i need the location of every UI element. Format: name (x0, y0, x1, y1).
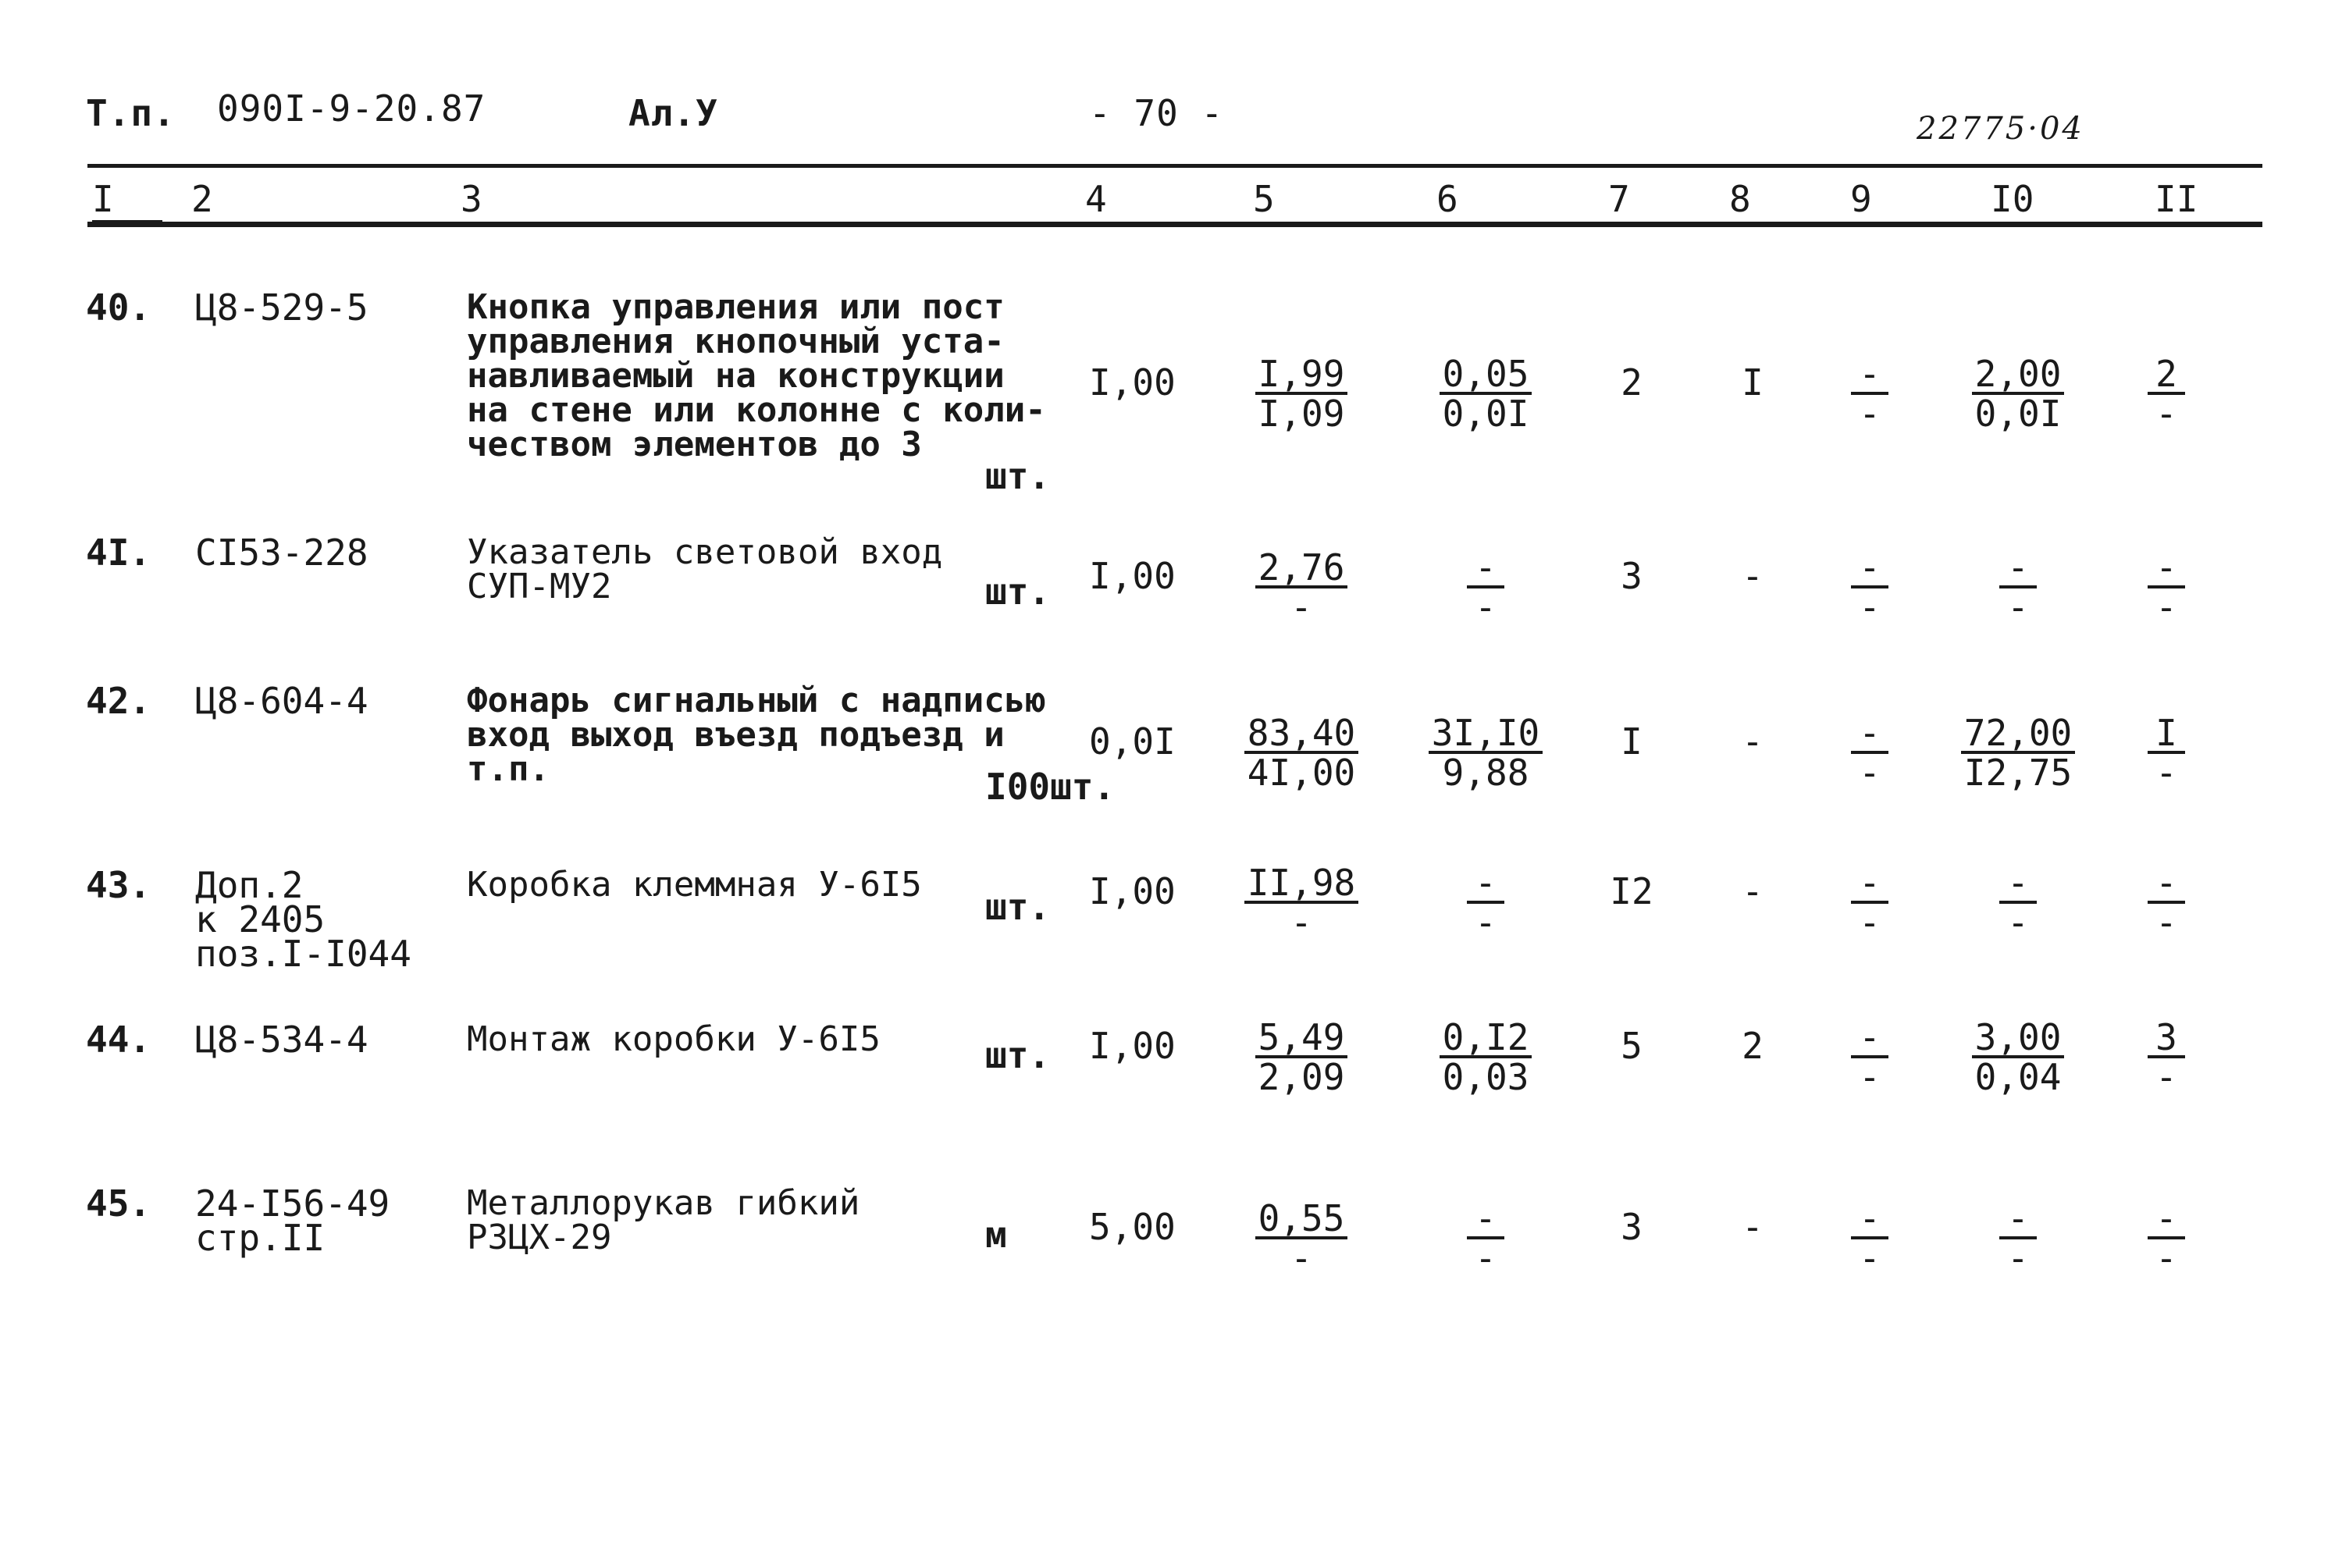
col9-fraction (1811, 1016, 1928, 1096)
col6-fraction (1427, 1197, 1544, 1277)
quantity: I,00 (1089, 361, 1176, 404)
column-number-6: 6 (1436, 178, 1458, 220)
col6-fraction (1427, 353, 1544, 435)
col5-fraction-denominator: - (1290, 901, 1312, 944)
column-number-8: 8 (1729, 178, 1751, 220)
work-description: Металлорукав гибкий РЗЦХ-29 (467, 1183, 860, 1257)
col11-fraction-denominator: - (2155, 752, 2177, 794)
col9-fraction-denominator: - (1859, 901, 1881, 944)
col8-value: - (1742, 1206, 1764, 1248)
column-number-5: 5 (1253, 178, 1275, 220)
col9-fraction (1811, 1197, 1928, 1277)
col11-fraction-denominator: - (2155, 1056, 2177, 1098)
col5-fraction (1243, 712, 1360, 794)
col11-fraction-numerator: - (2148, 549, 2185, 588)
column-number-4: 4 (1085, 178, 1107, 220)
col9-fraction-denominator: - (1859, 1056, 1881, 1098)
col6-fraction (1427, 712, 1544, 794)
work-description: Коробка клеммная У-6I5 (467, 865, 922, 905)
col11-fraction-numerator: 2 (2148, 356, 2185, 395)
col10-fraction-numerator: - (1999, 1200, 2037, 1239)
col5-fraction-numerator: 83,40 (1244, 715, 1358, 754)
column-number-2: 2 (191, 178, 213, 220)
col6-fraction-denominator: - (1475, 586, 1497, 628)
col10-fraction (1959, 862, 2077, 944)
col11-fraction-denominator: - (2155, 393, 2177, 435)
col10-fraction-denominator: I2,75 (1963, 752, 2073, 794)
rate-code: Ц8-604-4 (195, 680, 368, 722)
col7-value: I (1621, 720, 1643, 763)
col10-fraction-numerator: - (1999, 865, 2037, 904)
quantity: I,00 (1089, 870, 1176, 912)
col7-value: I2 (1610, 870, 1653, 912)
col5-fraction-denominator: 4I,00 (1247, 752, 1356, 794)
col5-fraction-numerator: 2,76 (1255, 549, 1348, 588)
row-number: 45. (86, 1182, 151, 1225)
col9-fraction (1811, 546, 1928, 626)
work-description: Монтаж коробки У-6I5 (467, 1019, 881, 1059)
col6-fraction-numerator: - (1467, 1200, 1504, 1239)
project-code: 090I-9-20.87 (217, 87, 486, 130)
col10-fraction-denominator: 0,04 (1974, 1056, 2062, 1098)
col5-fraction-denominator: I,09 (1258, 393, 1345, 435)
column-number-7: 7 (1608, 178, 1630, 220)
unit-of-measure: м (985, 1214, 1007, 1256)
row-number: 42. (86, 680, 151, 722)
col11-fraction (2108, 1016, 2225, 1096)
col6-fraction-numerator: - (1467, 865, 1504, 904)
album-label: Ал.У (628, 92, 718, 134)
quantity: 5,00 (1089, 1206, 1176, 1248)
col10-fraction-numerator: 3,00 (1972, 1019, 2065, 1058)
col9-fraction (1811, 862, 1928, 944)
col6-fraction (1427, 862, 1544, 944)
col10-fraction (1959, 1016, 2077, 1096)
doc-type-label: Т.п. (86, 92, 176, 134)
col8-value: - (1742, 870, 1764, 912)
col5-fraction (1243, 862, 1360, 944)
col11-fraction (2108, 1197, 2225, 1277)
col6-fraction (1427, 1016, 1544, 1096)
col10-fraction (1959, 546, 2077, 626)
quantity: 0,0I (1089, 720, 1176, 763)
handwritten-stamp: 22775·04 (1917, 111, 2084, 147)
col6-fraction-numerator: 0,I2 (1440, 1019, 1532, 1058)
rate-code: 24-I56-49 стр.II (195, 1182, 390, 1259)
row-number: 44. (86, 1019, 151, 1061)
col9-fraction-numerator: - (1851, 356, 1888, 395)
col11-fraction (2108, 712, 2225, 794)
col9-fraction-numerator: - (1851, 1200, 1888, 1239)
col5-fraction-numerator: II,98 (1244, 865, 1358, 904)
rate-code: Ц8-529-5 (195, 286, 368, 329)
rate-code: CI53-228 (195, 532, 368, 574)
column-number-3: 3 (461, 178, 482, 220)
col11-fraction-numerator: - (2148, 865, 2185, 904)
col5-fraction (1243, 546, 1360, 626)
col9-fraction-numerator: - (1851, 715, 1888, 754)
row-number: 43. (86, 864, 151, 906)
row-number: 40. (86, 286, 151, 329)
col11-fraction (2108, 862, 2225, 944)
col10-fraction-denominator: - (2007, 901, 2029, 944)
unit-of-measure: шт. (985, 571, 1051, 613)
col5-fraction-denominator: - (1290, 1237, 1312, 1279)
col6-fraction (1427, 546, 1544, 626)
col10-fraction-denominator: - (2007, 1237, 2029, 1279)
col5-fraction-denominator: - (1290, 586, 1312, 628)
col6-fraction-numerator: 0,05 (1440, 356, 1532, 395)
col9-fraction-numerator: - (1851, 1019, 1888, 1058)
col6-fraction-denominator: - (1475, 901, 1497, 944)
col5-fraction-numerator: I,99 (1255, 356, 1348, 395)
col5-fraction (1243, 1197, 1360, 1277)
work-description: Фонарь сигнальный с надписью вход выход въезд подъезд и т.п. (467, 681, 1046, 789)
unit-of-measure: I00шт. (985, 766, 1116, 808)
unit-of-measure: шт. (985, 1034, 1051, 1076)
unit-of-measure: шт. (985, 455, 1051, 497)
col11-fraction-numerator: 3 (2148, 1019, 2185, 1058)
col9-fraction (1811, 353, 1928, 435)
col11-fraction-denominator: - (2155, 586, 2177, 628)
col9-fraction-numerator: - (1851, 549, 1888, 588)
col7-value: 3 (1621, 555, 1643, 597)
col11-fraction (2108, 353, 2225, 435)
col10-fraction (1959, 353, 2077, 435)
col6-fraction-denominator: 9,88 (1442, 752, 1529, 794)
work-description: Кнопка управления или пост управления кнопочный уста- навливаемый на конструкции на стене или колонне с коли- чеством элементов до 3 (467, 287, 1046, 464)
col11-fraction (2108, 546, 2225, 626)
col7-value: 5 (1621, 1025, 1643, 1067)
col9-fraction (1811, 712, 1928, 794)
col10-fraction-numerator: 72,00 (1961, 715, 2075, 754)
col9-fraction-numerator: - (1851, 865, 1888, 904)
column-number-11: II (2155, 178, 2198, 220)
col11-fraction-numerator: I (2148, 715, 2185, 754)
rate-code: Доп.2 к 2405 поз.I-I044 (195, 864, 411, 975)
col10-fraction-denominator: 0,0I (1974, 393, 2062, 435)
col5-fraction-denominator: 2,09 (1258, 1056, 1345, 1098)
column-number-1: I (92, 178, 162, 223)
col5-fraction-numerator: 5,49 (1255, 1019, 1348, 1058)
col5-fraction-numerator: 0,55 (1255, 1200, 1348, 1239)
col8-value: I (1742, 361, 1764, 404)
quantity: I,00 (1089, 1025, 1176, 1067)
col7-value: 2 (1621, 361, 1643, 404)
page-number: - 70 - (1089, 92, 1224, 134)
work-description: Указатель световой вход СУП-МУ2 (467, 532, 943, 606)
col9-fraction-denominator: - (1859, 752, 1881, 794)
header-top-rule (87, 164, 2262, 168)
col9-fraction-denominator: - (1859, 586, 1881, 628)
col6-fraction-numerator: - (1467, 549, 1504, 588)
unit-of-measure: шт. (985, 886, 1051, 928)
col6-fraction-denominator: 0,0I (1442, 393, 1529, 435)
col5-fraction (1243, 353, 1360, 435)
row-number: 4I. (86, 532, 151, 574)
col10-fraction (1959, 1197, 2077, 1277)
col6-fraction-denominator: 0,03 (1442, 1056, 1529, 1098)
col8-value: - (1742, 720, 1764, 763)
col11-fraction-numerator: - (2148, 1200, 2185, 1239)
col9-fraction-denominator: - (1859, 1237, 1881, 1279)
col11-fraction-denominator: - (2155, 1237, 2177, 1279)
col8-value: 2 (1742, 1025, 1764, 1067)
col7-value: 3 (1621, 1206, 1643, 1248)
col9-fraction-denominator: - (1859, 393, 1881, 435)
col5-fraction (1243, 1016, 1360, 1096)
column-number-9: 9 (1850, 178, 1872, 220)
col10-fraction-denominator: - (2007, 586, 2029, 628)
header-bottom-rule (87, 222, 2262, 227)
col10-fraction (1959, 712, 2077, 794)
quantity: I,00 (1089, 555, 1176, 597)
col11-fraction-denominator: - (2155, 901, 2177, 944)
column-number-10: I0 (1991, 178, 2034, 220)
col6-fraction-numerator: 3I,I0 (1429, 715, 1543, 754)
col10-fraction-numerator: - (1999, 549, 2037, 588)
col8-value: - (1742, 555, 1764, 597)
col6-fraction-denominator: - (1475, 1237, 1497, 1279)
col10-fraction-numerator: 2,00 (1972, 356, 2065, 395)
rate-code: Ц8-534-4 (195, 1019, 368, 1061)
